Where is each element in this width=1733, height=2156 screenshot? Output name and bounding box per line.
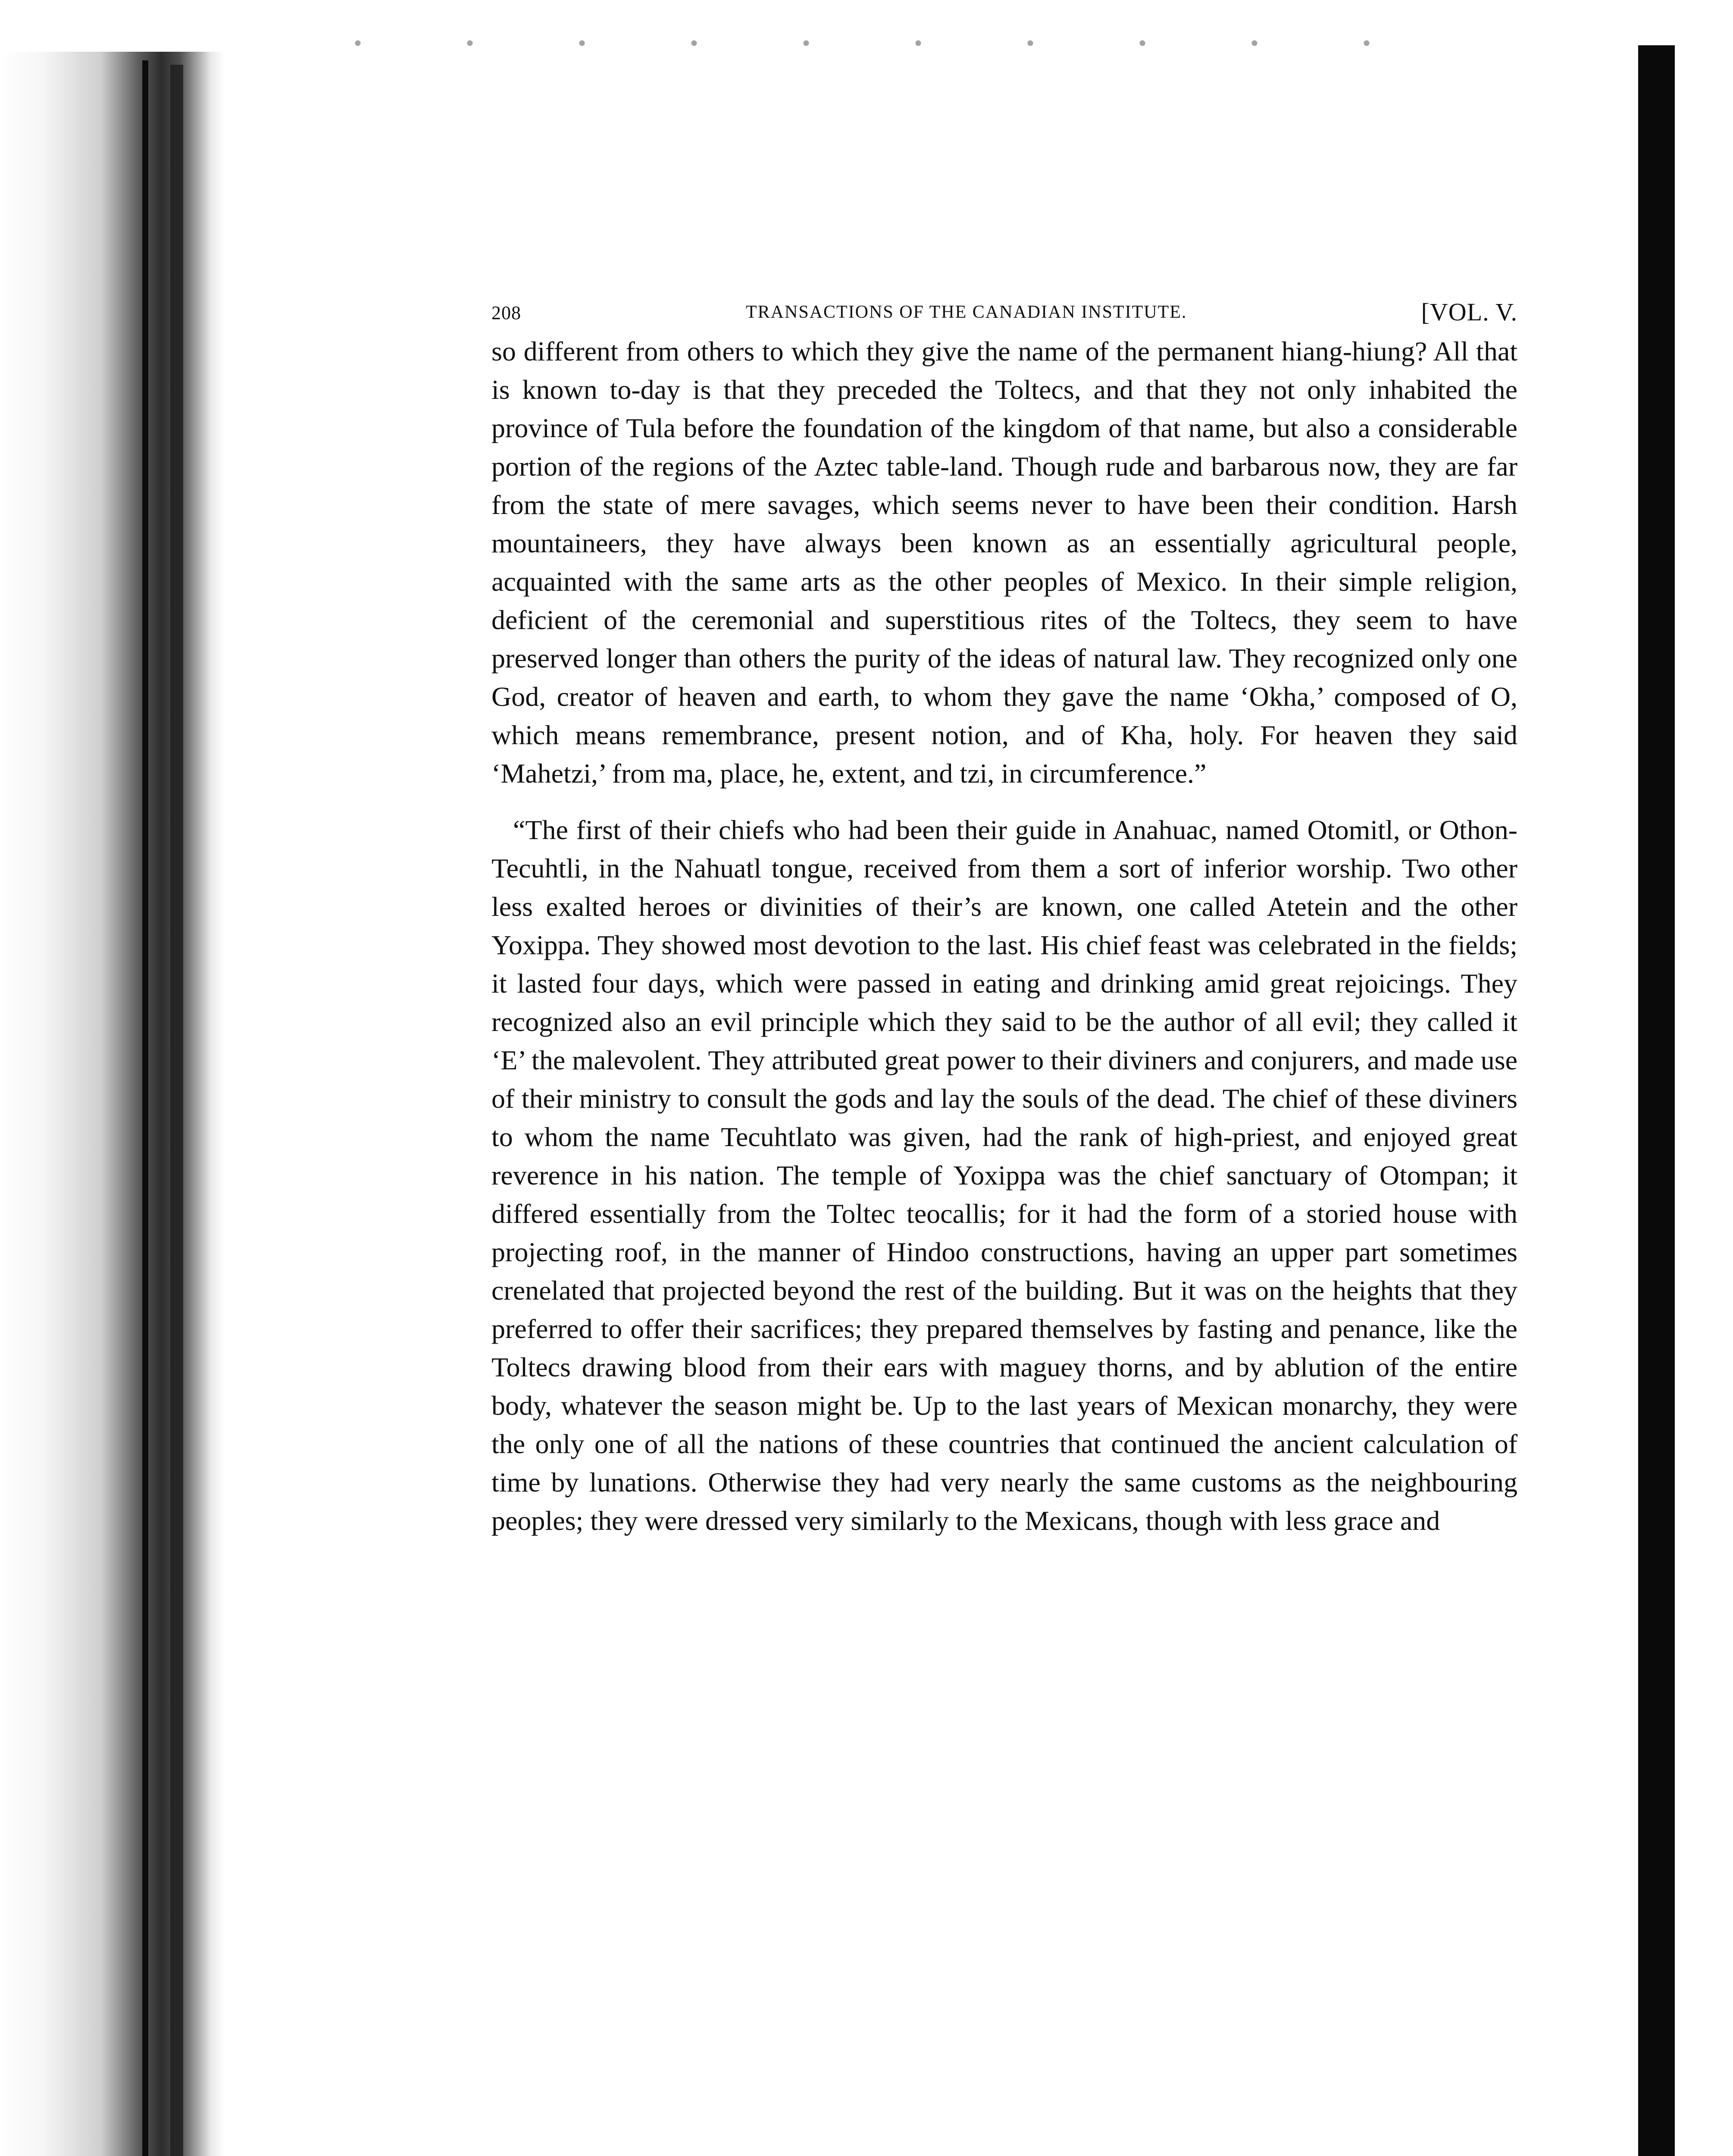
binding-line <box>142 60 148 2156</box>
page-content <box>491 293 1517 1540</box>
page-edge-bar <box>1638 45 1675 2156</box>
paragraph-1: so different from others to which they give the name of the permanent hiang-hiung? All that is known to-day is that they preceded the Toltecs, and that they not only inhabited the province of Tula before the foundation of the kingdom of that name, but also a considerable portion of the regions of the Aztec table-land. Though rude and barbarous now, they are far from the state of mere savages, which seems never to have been their condition. Harsh mountaineers, they have always been known as an essentially agricultural people, acquainted with the same arts as the other peoples of Mexico. In their simple religion, deficient of the ceremonial and superstitious rites of the Toltecs, they seem to have preserved longer than others the purity of the ideas of natural law. They recognized only one God, creator of heaven and earth, to whom they gave the name ‘Okha,’ composed of O, which means remembrance, present notion, and of Kha, holy. For heaven they said ‘Mahetzi,’ from ma, place, he, extent, and tzi, in circumference.” <box>491 336 1517 789</box>
page-number: 208 <box>491 302 521 323</box>
body-text <box>491 332 1517 1540</box>
binding-line-secondary <box>170 65 183 2156</box>
scan-noise-top <box>302 26 1423 60</box>
running-title: TRANSACTIONS OF THE CANADIAN INSTITUTE. <box>746 302 1187 322</box>
paragraph-2: “The first of their chiefs who had been their guide in Anahuac, named Otomitl, or Othon-Tecuhtli, in the Nahuatl tongue, received from them a sort of inferior worship. Two other less exalted heroes or divinities of their’s are known, one called Atetein and the other Yoxippa. They showed most devotion to the last. His chief feast was celebrated in the fields; it lasted four days, which were passed in eating and drinking amid great rejoicings. They recognized also an evil principle which they said to be the author of all evil; they called it ‘E’ the malevolent. They attributed great power to their diviners and conjurers, and made use of their ministry to consult the gods and lay the souls of the dead. The chief of these diviners to whom the name Tecuhtlato was given, had the rank of high-priest, and enjoyed great reverence in his nation. The temple of Yoxippa was the chief sanctuary of Otompan; it differed essentially from the Toltec teocallis; for it had the form of a storied house with projecting roof, in the manner of Hindoo constructions, having an upper part sometimes crenelated that projected beyond the rest of the building. But it was on the heights that they preferred to offer their sacrifices; they prepared themselves by fasting and penance, like the Toltecs drawing blood from their ears with maguey thorns, and by ablution of the entire body, whatever the season might be. Up to the last years of Mexican monarchy, they were the only one of all the nations of these countries that continued the ancient calculation of time by lunations. Otherwise they had very nearly the same customs as the neighbouring peoples; they were dressed very similarly to the Mexicans, though with less grace and <box>491 815 1517 1536</box>
running-header <box>491 293 1517 328</box>
volume-label: [VOL. V. <box>1421 298 1517 326</box>
binding-shadow <box>0 52 224 2156</box>
